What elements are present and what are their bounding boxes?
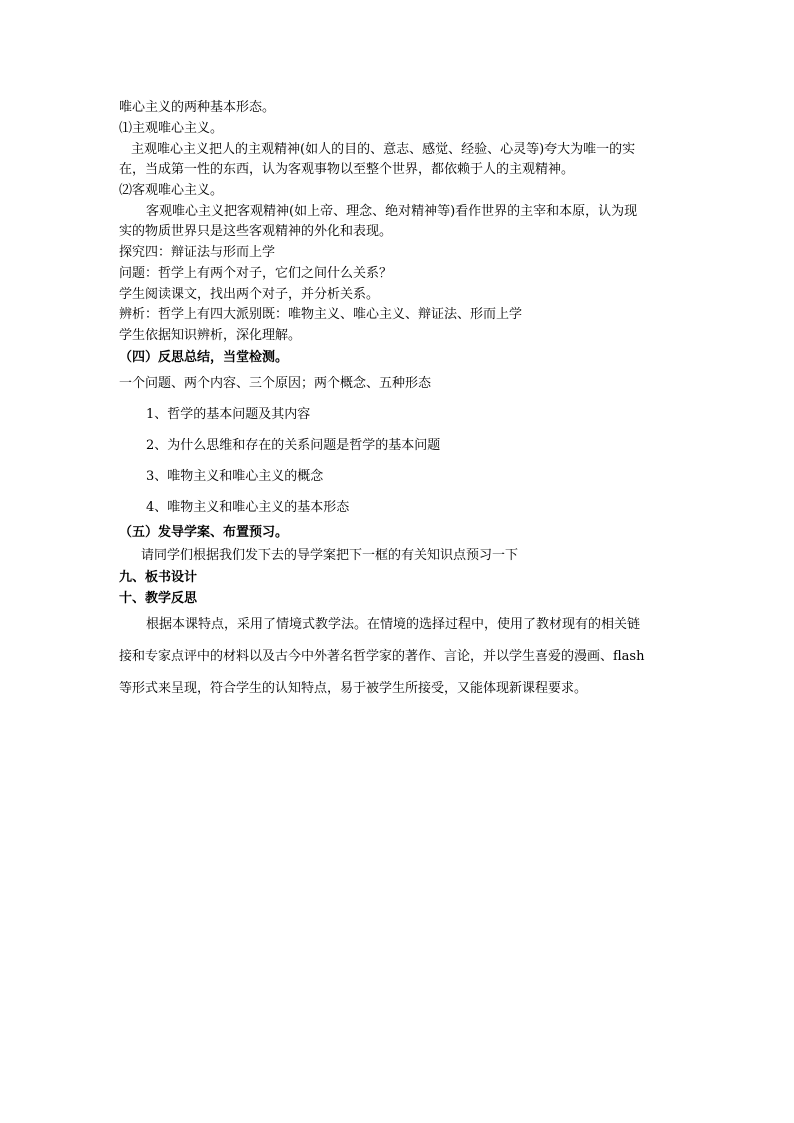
- reflection-text-2: 接和专家点评中的材料以及古今中外著名哲学家的著作、言论，并以学生喜爱的漫画、flash: [119, 649, 645, 664]
- reflection-text-3: 等形式来呈现，符合学生的认知特点，易于被学生所接受，又能体现新课程要求。: [119, 681, 588, 696]
- subjective-idealism-heading: ⑴主观唯心主义。: [119, 121, 224, 136]
- checkpoint-item-1: 1、哲学的基本问题及其内容: [146, 407, 311, 422]
- subjective-idealism-text-2: 在，当成第一性的东西，认为客观事物以至整个世界，都依赖于人的主观精神。: [119, 162, 575, 177]
- inquiry-four-heading: 探究四：辩证法与形而上学: [119, 245, 276, 260]
- checkpoint-item-3: 3、唯物主义和唯心主义的概念: [146, 469, 324, 484]
- checkpoint-item-2: 2、为什么思维和存在的关系问题是哲学的基本问题: [146, 438, 441, 453]
- objective-idealism-text-2: 实的物质世界只是这些客观精神的外化和表现。: [119, 224, 393, 239]
- summary-line: 一个问题、两个内容、三个原因；两个概念、五种形态: [119, 376, 432, 391]
- board-design-heading: 九、板书设计: [119, 570, 198, 585]
- teaching-reflection-heading: 十、教学反思: [119, 591, 198, 606]
- student-analysis-line: 学生依据知识辨析，深化理解。: [119, 328, 302, 343]
- question-line: 问题：哲学上有两个对子，它们之间什么关系？: [119, 266, 393, 281]
- section-five-heading: （五）发导学案、布置预习。: [119, 525, 289, 540]
- section-four-heading: （四）反思总结，当堂检测。: [119, 350, 289, 365]
- subjective-idealism-text-1: 主观唯心主义把人的主观精神(如人的目的、意志、感觉、经验、心灵等)夸大为唯一的实: [131, 142, 636, 157]
- intro-line: 唯心主义的两种基本形态。: [119, 100, 276, 115]
- reflection-text-1: 根据本课特点，采用了情境式教学法。在情境的选择过程中，使用了教材现有的相关链: [146, 617, 641, 632]
- preview-instruction: 请同学们根据我们发下去的导学案把下一框的有关知识点预习一下: [141, 548, 519, 563]
- student-reading-line: 学生阅读课文，找出两个对子，并分析关系。: [119, 287, 380, 302]
- objective-idealism-text-1: 客观唯心主义把客观精神(如上帝、理念、绝对精神等)看作世界的主宰和本原，认为现: [146, 204, 638, 219]
- checkpoint-item-4: 4、唯物主义和唯心主义的基本形态: [146, 500, 350, 515]
- objective-idealism-heading: ⑵客观唯心主义。: [119, 183, 224, 198]
- analysis-line: 辨析：哲学上有四大派别既：唯物主义、唯心主义、辩证法、形而上学: [119, 307, 523, 322]
